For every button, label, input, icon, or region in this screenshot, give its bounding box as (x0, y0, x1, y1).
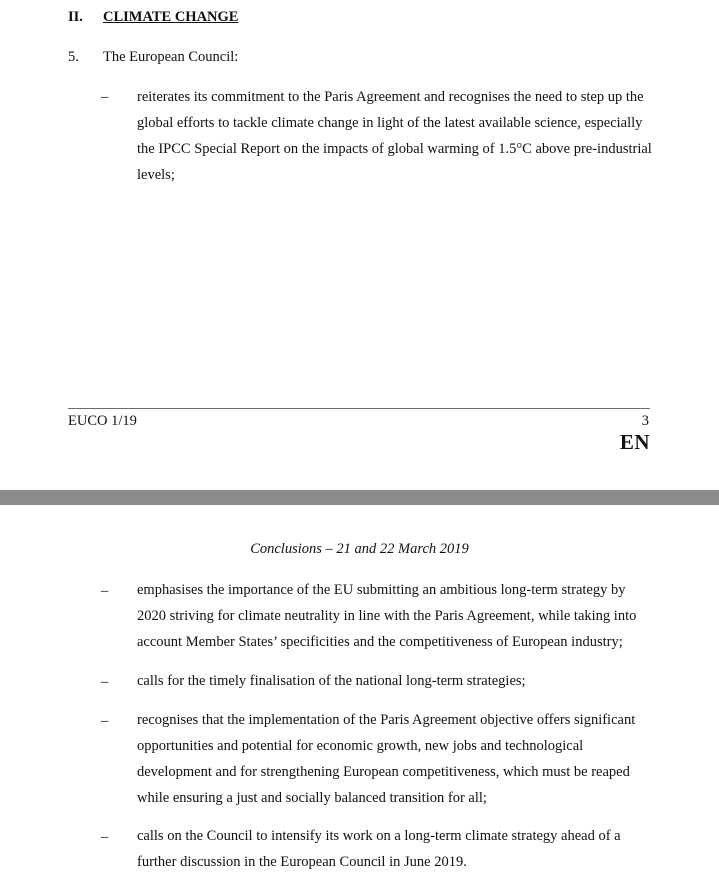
list-item: recognises that the implementation of the Paris Agreement objective offers significant opportunities and potential for economic growth, new jobs and technological development and for strengthening European competitiveness, which must be reaped while ensuring a just and socially balanced transition for all; (137, 712, 636, 806)
language-code: EN (619, 430, 650, 454)
list-item: calls for the timely finalisation of the national long-term strategies; (137, 673, 526, 689)
list-dash: – (101, 583, 109, 599)
list-item: calls on the Council to intensify its work on a long-term climate strategy ahead of a further discussion in the European Council in June 2019. (137, 828, 621, 870)
paragraph-number: 5. (68, 49, 79, 65)
list-dash: – (101, 89, 109, 105)
list-dash: – (101, 674, 109, 690)
page-number: 3 (641, 413, 649, 429)
list-dash: – (101, 829, 109, 845)
document-page-4 (0, 505, 719, 893)
list-item: reiterates its commitment to the Paris Agreement and recognises the need to step up the global efforts to tackle climate change in light of the latest available science, especially the IPCC Special Report on the impacts of global warming of 1.5°C above pre-industrial levels; (137, 89, 652, 183)
page-header: Conclusions – 21 and 22 March 2019 (250, 541, 469, 557)
section-number: II. (68, 9, 83, 25)
paragraph-intro: The European Council: (103, 49, 239, 65)
section-title: CLIMATE CHANGE (103, 9, 239, 25)
list-item: emphasises the importance of the EU submitting an ambitious long-term strategy by 2020 striving for climate neutrality in line with the Paris Agreement, while taking into account Member States’ specificities and the competitiveness of European industry; (137, 582, 637, 650)
page-separator (0, 490, 719, 505)
list-dash: – (101, 713, 109, 729)
document-reference: EUCO 1/19 (68, 413, 137, 429)
footer-divider (68, 408, 650, 409)
